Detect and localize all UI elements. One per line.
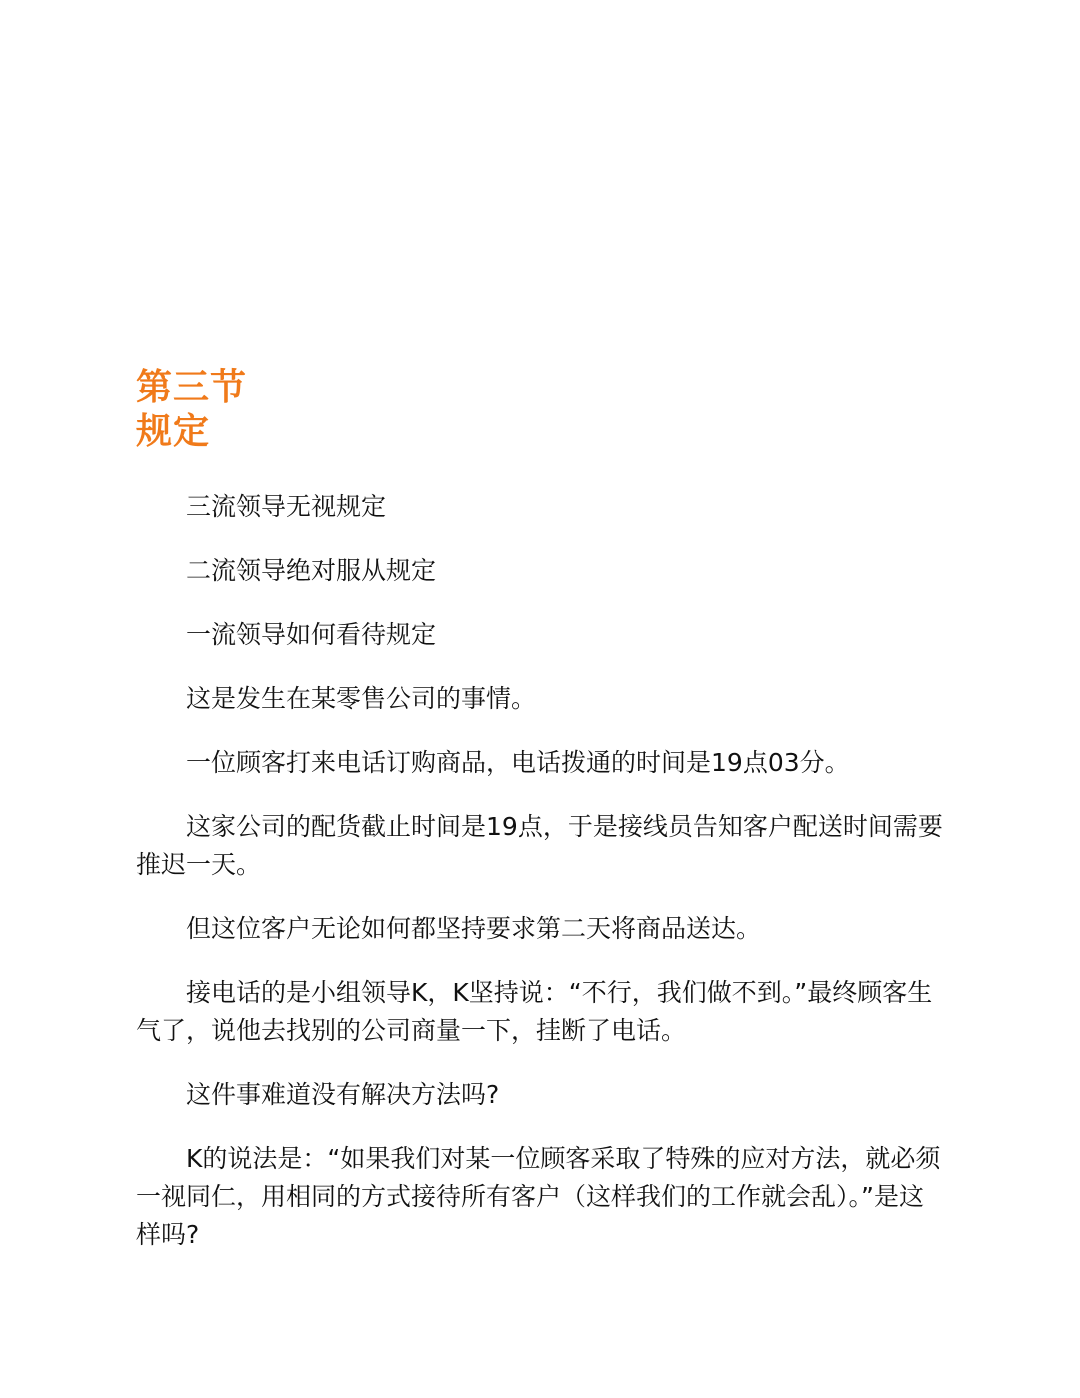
section-title: 规定 bbox=[136, 411, 211, 452]
paragraph: 但这位客户无论如何都坚持要求第二天将商品送达。 bbox=[186, 914, 762, 943]
paragraph: 这是发生在某零售公司的事情。 bbox=[186, 684, 537, 713]
paragraph: K的说法是：“如果我们对某一位顾客采取了特殊的应对方法，就必须一视同仁，用相同的方式接待所有客户（这样我们的工作就会乱）。”是这样吗? bbox=[136, 1144, 941, 1249]
paragraph: 这件事难道没有解决方法吗? bbox=[186, 1080, 500, 1109]
paragraph: 二流领导绝对服从规定 bbox=[186, 556, 437, 585]
paragraph: 接电话的是小组领导K，K坚持说：“不行，我们做不到。”最终顾客生气了，说他去找别的公司商量一下，挂断了电话。 bbox=[136, 978, 933, 1045]
body-text bbox=[136, 488, 946, 1280]
paragraph: 这家公司的配货截止时间是19点，于是接线员告知客户配送时间需要推迟一天。 bbox=[136, 812, 943, 879]
section-heading bbox=[136, 366, 247, 454]
paragraph: 三流领导无视规定 bbox=[186, 492, 387, 521]
section-number: 第三节 bbox=[136, 367, 248, 408]
paragraph: 一位顾客打来电话订购商品，电话拨通的时间是19点03分。 bbox=[186, 748, 850, 777]
paragraph: 一流领导如何看待规定 bbox=[186, 620, 437, 649]
